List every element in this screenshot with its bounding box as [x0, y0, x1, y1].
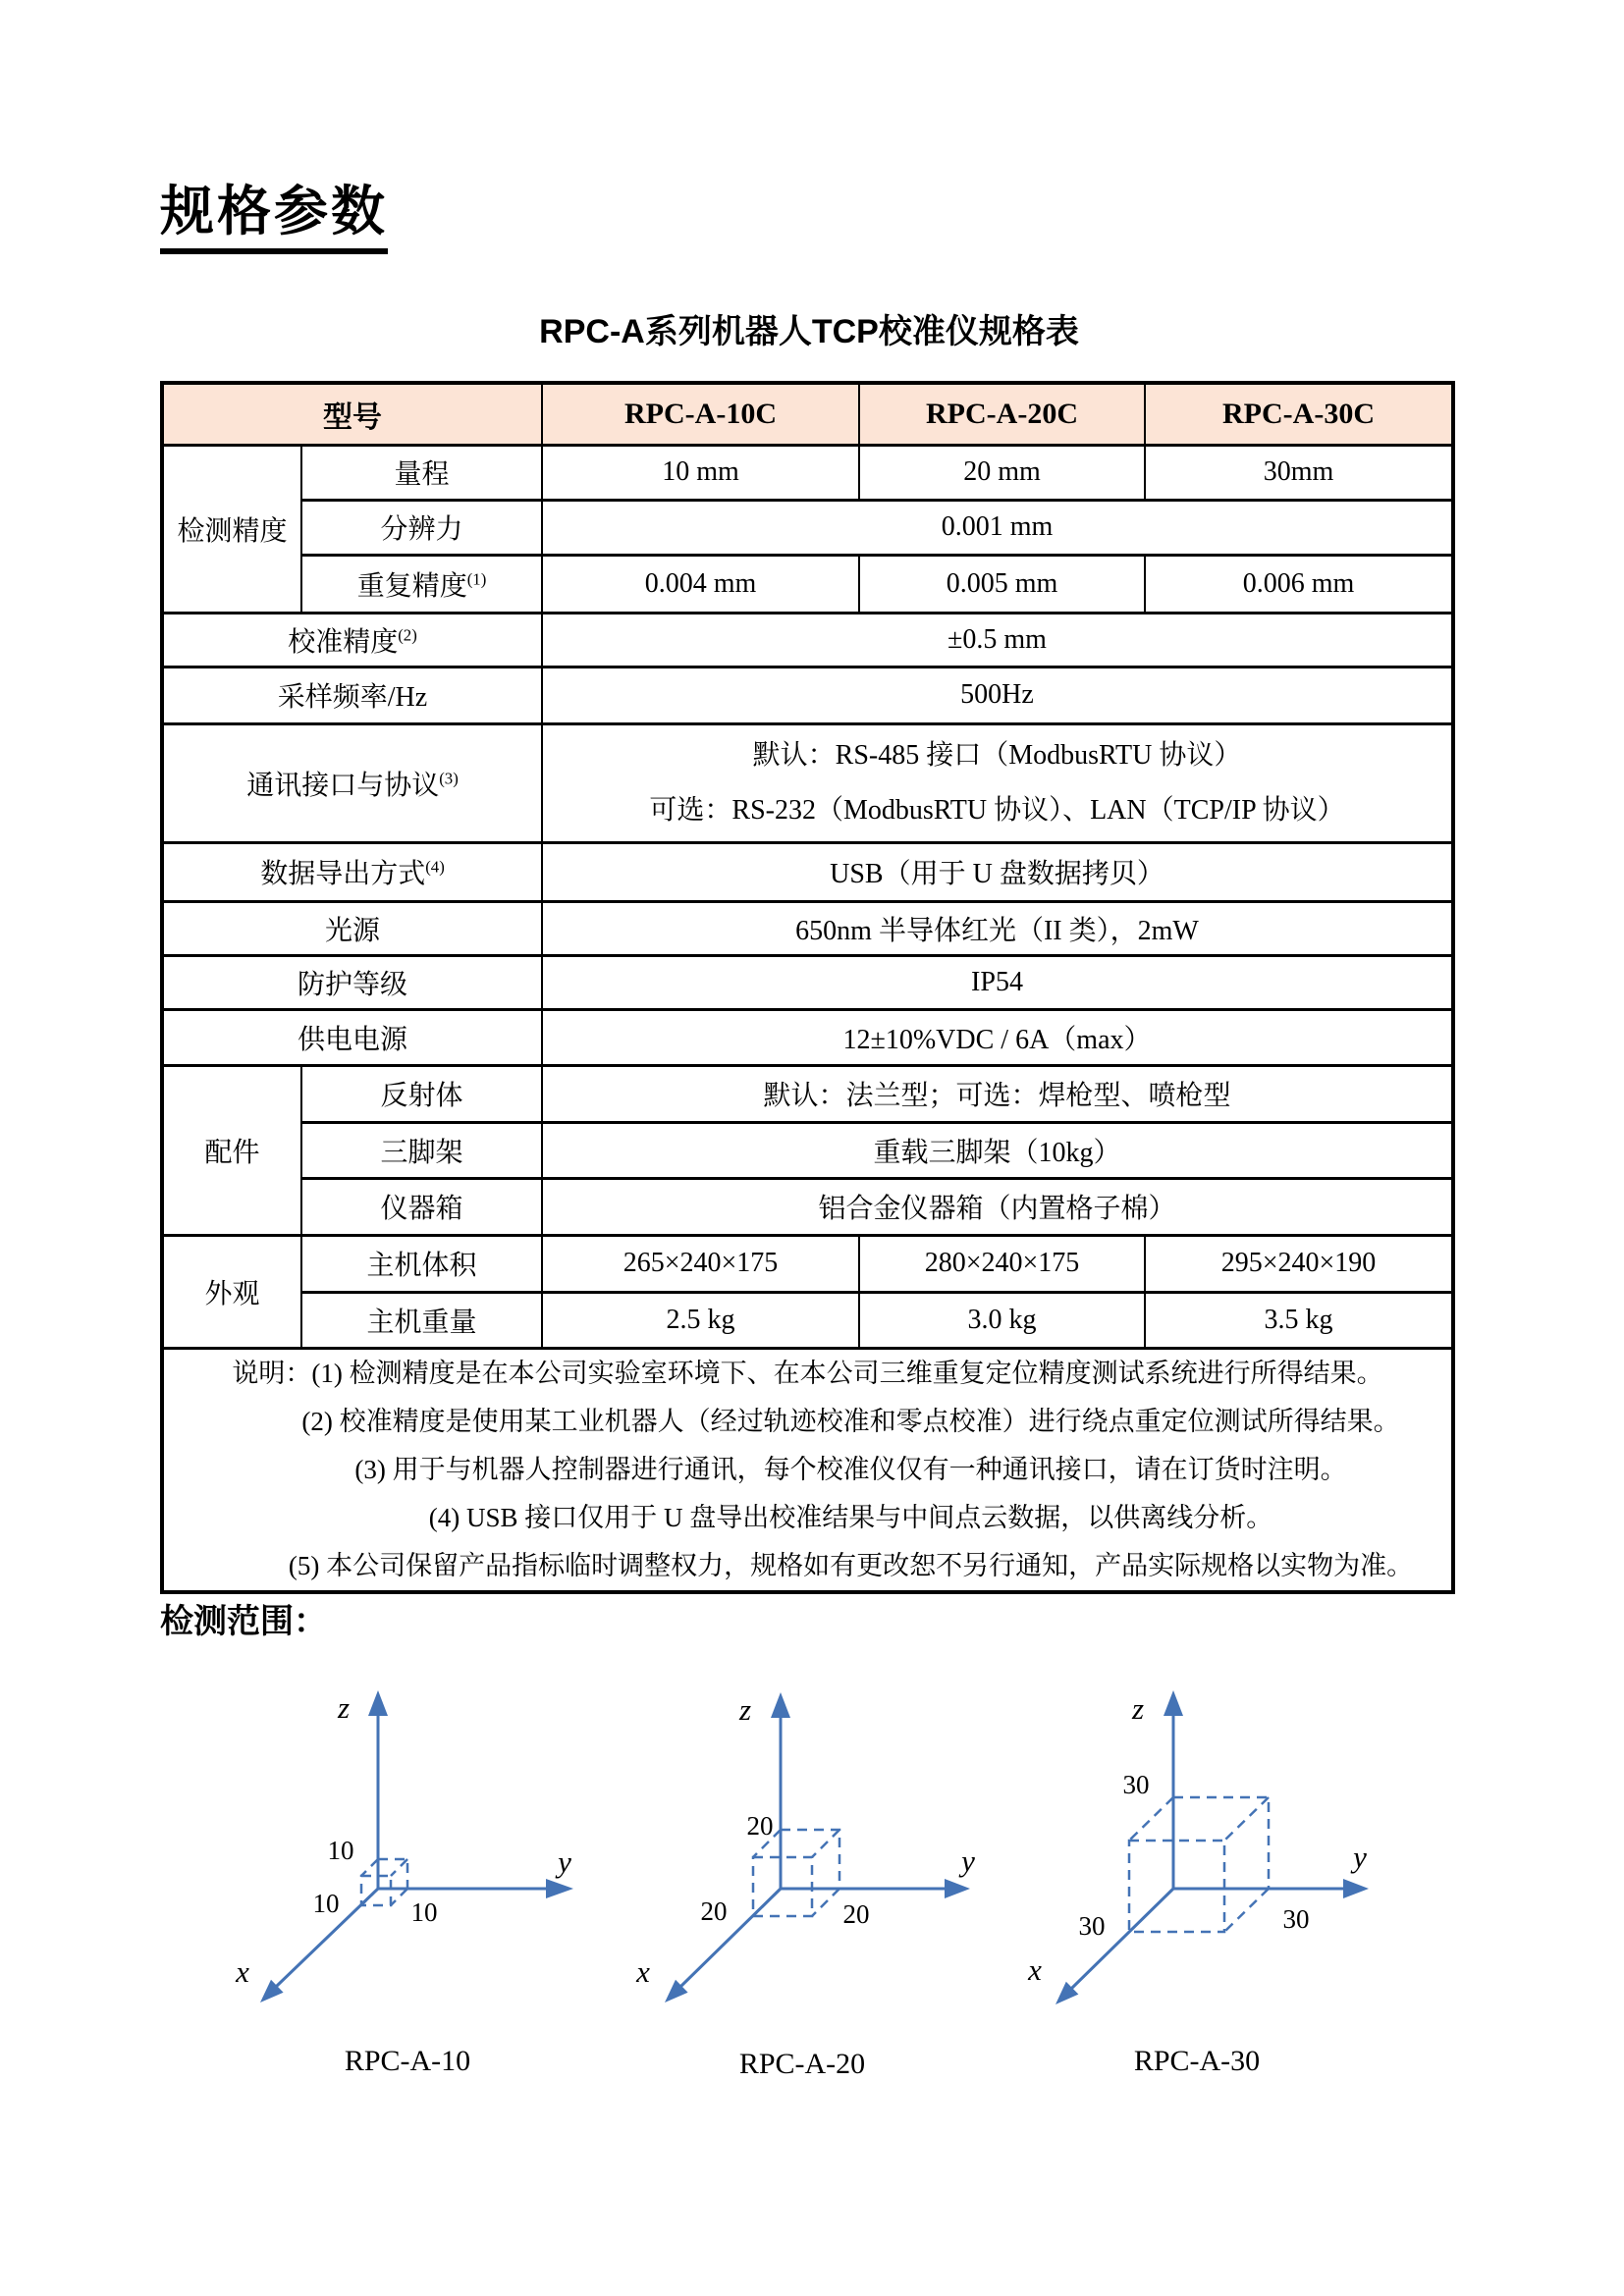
row-label-resolution: 分辨力 — [301, 500, 542, 555]
row-label-calibration-accuracy: 校准精度$^{(2)}$ — [162, 613, 542, 667]
y-dimension-value: 30 — [1282, 1904, 1310, 1934]
note-line-4: (4) USB 接口仅用于 U 盘导出校准结果与中间点云数据，以供离线分析。 — [428, 1502, 1273, 1532]
cell-tripod: 重载三脚架（10kg） — [542, 1122, 1453, 1178]
y-axis-label: y — [558, 1844, 571, 1879]
y-axis-label: y — [1353, 1840, 1367, 1874]
row-label-volume: 主机体积 — [301, 1235, 542, 1292]
row-label-repeatability: 重复精度$^{(1)}$ — [301, 555, 542, 613]
diagram-caption: RPC-A-10 — [344, 2045, 471, 2077]
cell-resolution: 0.001 mm — [542, 500, 1453, 555]
cell-range-10c: 10 mm — [542, 445, 859, 500]
row-label-comm-interface: 通讯接口与协议$^{(3)}$ — [162, 723, 542, 842]
x-axis — [681, 1889, 781, 1986]
cell-data-export: USB（用于 U 盘数据拷贝） — [542, 842, 1453, 901]
cell-calibration-accuracy: ±0.5 mm — [542, 613, 1453, 667]
x-axis-label: x — [236, 1954, 249, 1989]
y-dimension-value: 20 — [842, 1899, 870, 1929]
row-label-reflector: 反射体 — [301, 1065, 542, 1122]
group-label-appearance: 外观 — [162, 1235, 301, 1348]
row-label-light-source: 光源 — [162, 901, 542, 955]
cell-protection: IP54 — [542, 955, 1453, 1009]
x-dimension-value: 10 — [312, 1889, 340, 1918]
z-axis-label: z — [738, 1692, 752, 1727]
z-dimension-value: 30 — [1122, 1770, 1150, 1799]
cell-light-source: 650nm 半导体红光（II 类），2mW — [542, 901, 1453, 955]
header-model-30c: RPC-A-30C — [1145, 383, 1453, 445]
notes-section — [162, 1348, 1453, 1592]
z-dimension-value: 10 — [327, 1836, 354, 1865]
comm-default-line: 默认：RS-485 接口（ModbusRTU 协议） — [752, 739, 1242, 771]
row-label-data-export: 数据导出方式$^{(4)}$ — [162, 842, 542, 901]
z-axis-label: z — [337, 1690, 351, 1725]
spec-table — [160, 381, 1455, 1594]
cell-volume-20c: 280×240×175 — [859, 1235, 1145, 1292]
cell-repeatability-20c: 0.005 mm — [859, 555, 1145, 613]
cell-weight-30c: 3.5 kg — [1145, 1292, 1453, 1348]
section-heading-detection-range: 检测范围： — [160, 1603, 327, 1640]
row-label-sampling-rate: 采样频率/Hz — [162, 667, 542, 723]
row-label-power: 供电电源 — [162, 1009, 542, 1065]
group-label-accessories: 配件 — [162, 1065, 301, 1235]
x-dimension-value: 20 — [700, 1896, 728, 1926]
notes-prefix: 说明： — [232, 1358, 312, 1388]
detection-range-diagram-rpc-a-20 — [562, 1681, 1013, 2103]
header-model-10c: RPC-A-10C — [542, 383, 859, 445]
note-line-3: (3) 用于与机器人控制器进行通讯，每个校准仪仅有一种通讯接口，请在订货时注明。 — [354, 1454, 1347, 1484]
page-title: 规格参数 — [160, 181, 388, 254]
cell-case: 铝合金仪器箱（内置格子棉） — [542, 1178, 1453, 1235]
cube-edge — [812, 1889, 839, 1916]
cube-back-face — [781, 1830, 839, 1889]
note-line-2: (2) 校准精度是使用某工业机器人（经过轨迹校准和零点校准）进行绕点重定位测试所得结果。 — [301, 1406, 1400, 1436]
cell-weight-10c: 2.5 kg — [542, 1292, 859, 1348]
footnote-marker-2: (2) — [398, 625, 417, 645]
diagram-caption: RPC-A-30 — [1133, 2045, 1261, 2077]
y-dimension-value: 10 — [410, 1897, 438, 1927]
x-axis-label: x — [636, 1954, 650, 1989]
cube-edge — [391, 1859, 407, 1876]
z-axis-arrow-icon — [368, 1690, 388, 1716]
cell-repeatability-30c: 0.006 mm — [1145, 555, 1453, 613]
note-line-1: 说明：(1) 检测精度是在本公司实验室环境下、在本公司三维重复定位精度测试系统进行所得结果。 — [232, 1358, 1383, 1388]
row-label-tripod: 三脚架 — [301, 1122, 542, 1178]
cube-edge — [361, 1859, 378, 1876]
z-dimension-value: 20 — [746, 1811, 774, 1841]
cell-weight-20c: 3.0 kg — [859, 1292, 1145, 1348]
cell-volume-30c: 295×240×190 — [1145, 1235, 1453, 1292]
z-axis-label: z — [1131, 1691, 1145, 1726]
cell-range-30c: 30mm — [1145, 445, 1453, 500]
x-dimension-value: 30 — [1078, 1911, 1106, 1941]
header-model-20c: RPC-A-20C — [859, 383, 1145, 445]
row-label-range: 量程 — [301, 445, 542, 500]
cube-edge — [812, 1830, 839, 1857]
footnote-marker-3: (3) — [439, 769, 459, 788]
comm-optional-line: 可选：RS-232（ModbusRTU 协议）、LAN（TCP/IP 协议） — [649, 794, 1345, 826]
cell-range-20c: 20 mm — [859, 445, 1145, 500]
cube-edge — [1224, 1889, 1269, 1932]
row-label-weight: 主机重量 — [301, 1292, 542, 1348]
row-label-protection: 防护等级 — [162, 955, 542, 1009]
cube-edge — [391, 1889, 407, 1905]
header-model-label: 型号 — [162, 383, 542, 445]
cell-volume-10c: 265×240×175 — [542, 1235, 859, 1292]
cell-power: 12±10%VDC / 6A（max） — [542, 1009, 1453, 1065]
group-label-detection-accuracy: 检测精度 — [162, 445, 301, 613]
detection-range-diagram-rpc-a-10 — [157, 1681, 609, 2103]
cell-repeatability-10c: 0.004 mm — [542, 555, 859, 613]
row-label-case: 仪器箱 — [301, 1178, 542, 1235]
z-axis-arrow-icon — [771, 1692, 790, 1718]
cell-reflector: 默认：法兰型；可选：焊枪型、喷枪型 — [542, 1065, 1453, 1122]
cell-sampling-rate: 500Hz — [542, 667, 1453, 723]
note-line-5: (5) 本公司保留产品指标临时调整权力，规格如有更改恕不另行通知，产品实际规格以实物为准。 — [288, 1550, 1414, 1580]
footnote-marker-1: (1) — [466, 569, 487, 589]
diagram-caption: RPC-A-20 — [738, 2048, 866, 2080]
y-axis-arrow-icon — [1343, 1879, 1369, 1898]
footnote-marker-4: (4) — [425, 857, 445, 877]
cube-edge — [1129, 1797, 1173, 1841]
cube-edge — [1224, 1797, 1269, 1841]
y-axis-label: y — [961, 1843, 975, 1878]
detection-range-diagram-rpc-a-30 — [964, 1681, 1416, 2103]
cell-comm-interface — [542, 723, 1453, 842]
x-axis-label: x — [1028, 1952, 1042, 1987]
table-caption: RPC-A系列机器人TCP校准仪规格表 — [539, 313, 1079, 350]
z-axis-arrow-icon — [1164, 1690, 1183, 1716]
